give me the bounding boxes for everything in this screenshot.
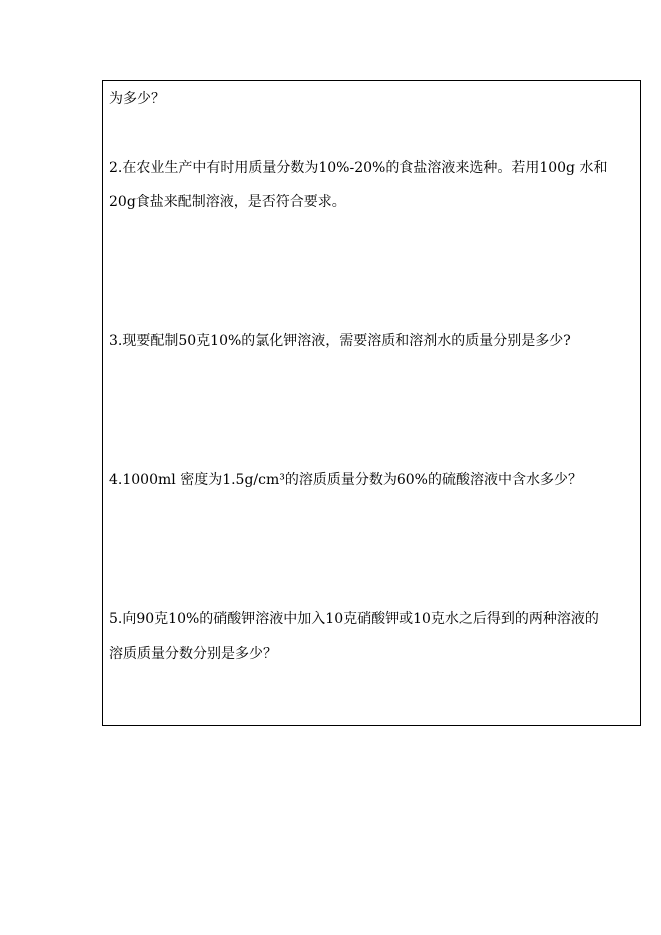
question-4: 4.1000ml 密度为1.5g/cm³的溶质质量分数为60%的硫酸溶液中含水多少？ <box>109 472 582 488</box>
questions-table-cell <box>102 80 641 726</box>
question-5-line-1: 5.向90克10%的硝酸钾溶液中加入10克硝酸钾或10克水之后得到的两种溶液的 <box>109 611 599 627</box>
question-3: 3.现要配制50克10%的氯化钾溶液，需要溶质和溶剂水的质量分别是多少? <box>109 333 571 349</box>
question-2-line-1: 2.在农业生产中有时用质量分数为10%-20%的食盐溶液来选种。若用100g 水和 <box>109 160 608 176</box>
question-1-continuation: 为多少？ <box>109 91 165 107</box>
question-2-line-2: 20g食盐来配制溶液，是否符合要求。 <box>109 194 346 210</box>
question-5-line-2: 溶质质量分数分别是多少？ <box>109 646 277 662</box>
